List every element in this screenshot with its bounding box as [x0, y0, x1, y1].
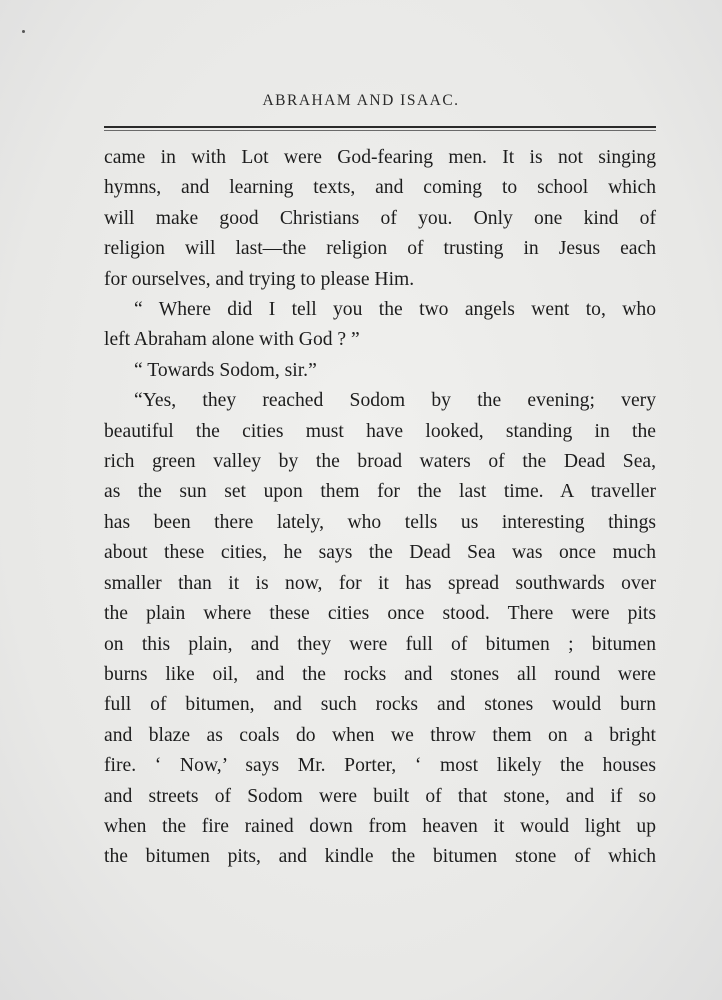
text-line: left Abraham alone with God ? ”: [104, 329, 360, 351]
text-line: on this plain, and they were full of bitumen ; bitumen: [104, 633, 656, 655]
header-rule: [104, 126, 656, 128]
text-line: burns like oil, and the rocks and stones all round were: [104, 663, 656, 685]
text-line: rich green valley by the broad waters of the Dead Sea,: [104, 451, 656, 473]
text-line: as the sun set upon them for the last time. A traveller: [104, 481, 656, 503]
header-rule-thin: [104, 130, 656, 131]
paragraph-3: [104, 356, 656, 386]
text-line: religion will last—the religion of trusting in Jesus each: [104, 238, 656, 260]
paragraph-4: [104, 386, 656, 873]
text-line: the plain where these cities once stood. There were pits: [104, 603, 656, 625]
text-line: “Yes, they reached Sodom by the evening; very: [134, 390, 656, 412]
text-line: “ Where did I tell you the two angels went to, who: [134, 299, 656, 321]
running-head: ABRAHAM AND ISAAC.: [262, 92, 460, 109]
text-line: and streets of Sodom were built of that stone, and if so: [104, 785, 656, 807]
text-line: full of bitumen, and such rocks and stones would burn: [104, 694, 656, 716]
text-line: beautiful the cities must have looked, standing in the: [104, 420, 656, 442]
text-line: the bitumen pits, and kindle the bitumen stone of which: [104, 846, 656, 868]
body-text: [104, 143, 656, 873]
text-line: and blaze as coals do when we throw them on a bright: [104, 724, 656, 746]
text-line: has been there lately, who tells us interesting things: [104, 511, 656, 533]
text-line: smaller than it is now, for it has spread southwards over: [104, 572, 656, 594]
paragraph-2: [104, 295, 656, 356]
text-line: will make good Christians of you. Only one kind of: [104, 207, 656, 229]
text-line: when the fire rained down from heaven it would light up: [104, 815, 656, 837]
paper-speck: [22, 30, 25, 33]
text-line: hymns, and learning texts, and coming to school which: [104, 177, 656, 199]
text-line: about these cities, he says the Dead Sea was once much: [104, 542, 656, 564]
text-line: fire. ‘ Now,’ says Mr. Porter, ‘ most likely the houses: [104, 755, 656, 777]
text-line: “ Towards Sodom, sir.”: [134, 359, 317, 381]
paragraph-1: [104, 143, 656, 295]
text-line: for ourselves, and trying to please Him.: [104, 268, 415, 290]
text-line: came in with Lot were God-fearing men. It is not singing: [104, 147, 656, 168]
